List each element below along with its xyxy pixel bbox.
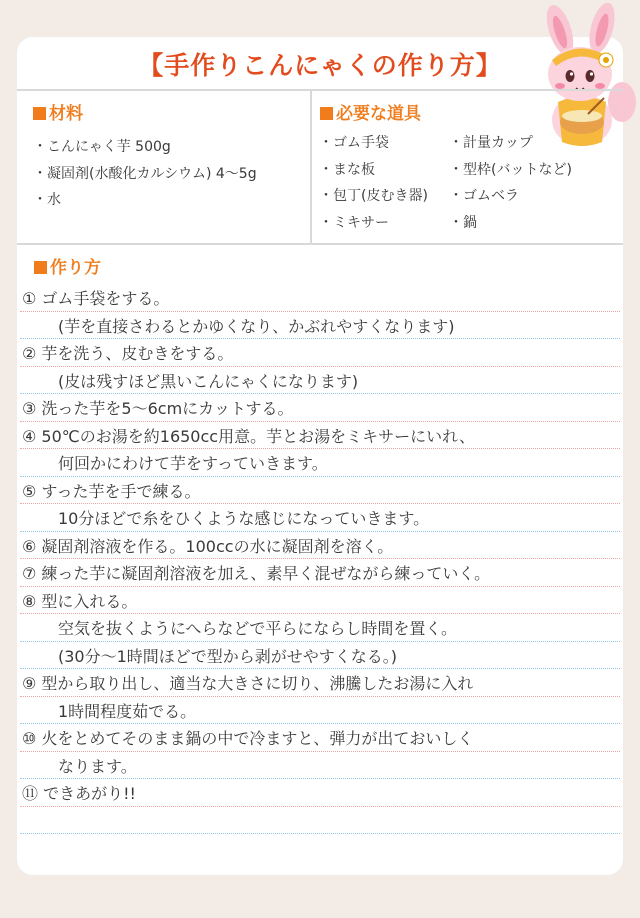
step-line: ③ 洗った芋を5〜6cmにカットする。 <box>20 394 620 422</box>
steps-list <box>20 284 620 834</box>
step-line: 何回かにわけて芋をすっていきます。 <box>20 449 620 477</box>
orange-square-icon <box>33 107 46 120</box>
step-line: ⑤ すった芋を手で練る。 <box>20 477 620 505</box>
step-line: ⑨ 型から取り出し、適当な大きさに切り、沸騰したお湯に入れ <box>20 669 620 697</box>
list-item: ・ゴムベラ <box>449 188 519 204</box>
list-item: ・凝固剤(水酸化カルシウム) 4〜5g <box>33 165 257 182</box>
method-heading: 作り方 <box>34 253 101 278</box>
step-line: なります。 <box>20 752 620 780</box>
list-item: ・ミキサー <box>319 214 389 231</box>
list-item: ・包丁(皮むき器) <box>319 188 428 204</box>
tools-list-right <box>449 130 572 236</box>
materials-list <box>33 134 257 214</box>
step-line: ② 芋を洗う、皮むきをする。 <box>20 339 620 367</box>
divider <box>310 91 312 243</box>
list-item: ・ゴム手袋 <box>319 135 389 151</box>
step-line: ⑦ 練った芋に凝固剤溶液を加え、素早く混ぜながら練っていく。 <box>20 559 620 587</box>
step-line: (皮は残すほど黒いこんにゃくになります) <box>20 367 620 395</box>
step-line: (芋を直接さわるとかゆくなり、かぶれやすくなります) <box>20 312 620 340</box>
step-line: 空気を抜くようにへらなどで平らにならし時間を置く。 <box>20 614 620 642</box>
step-line <box>20 807 620 835</box>
materials-heading: 材料 <box>33 99 83 124</box>
step-line: ⑪ できあがり!! <box>20 779 620 807</box>
step-line: ⑧ 型に入れる。 <box>20 587 620 615</box>
step-line: 10分ほどで糸をひくような感じになっていきます。 <box>20 504 620 532</box>
tools-heading: 必要な道具 <box>320 99 421 124</box>
list-item: ・鍋 <box>449 214 477 231</box>
list-item: ・計量カップ <box>449 135 533 151</box>
list-item: ・水 <box>33 192 61 208</box>
step-line: (30分〜1時間ほどで型から剥がせやすくなる。) <box>20 642 620 670</box>
step-line: ④ 50℃のお湯を約1650cc用意。芋とお湯をミキサーにいれ、 <box>20 422 620 450</box>
list-item: ・こんにゃく芋 500g <box>33 139 171 155</box>
page-title: 【手作りこんにゃくの作り方】 <box>138 51 502 80</box>
ingredients-tools-box <box>17 89 623 245</box>
step-line: ① ゴム手袋をする。 <box>20 284 620 312</box>
list-item: ・まな板 <box>319 161 375 178</box>
step-line: ⑥ 凝固剤溶液を作る。100ccの水に凝固剤を溶く。 <box>20 532 620 560</box>
step-line: 1時間程度茹でる。 <box>20 697 620 725</box>
step-line: ⑩ 火をとめてそのまま鍋の中で冷ますと、弾力が出ておいしく <box>20 724 620 752</box>
list-item: ・型枠(バットなど) <box>449 161 572 178</box>
orange-square-icon <box>320 107 333 120</box>
tools-list-left <box>319 130 428 236</box>
orange-square-icon <box>34 261 47 274</box>
